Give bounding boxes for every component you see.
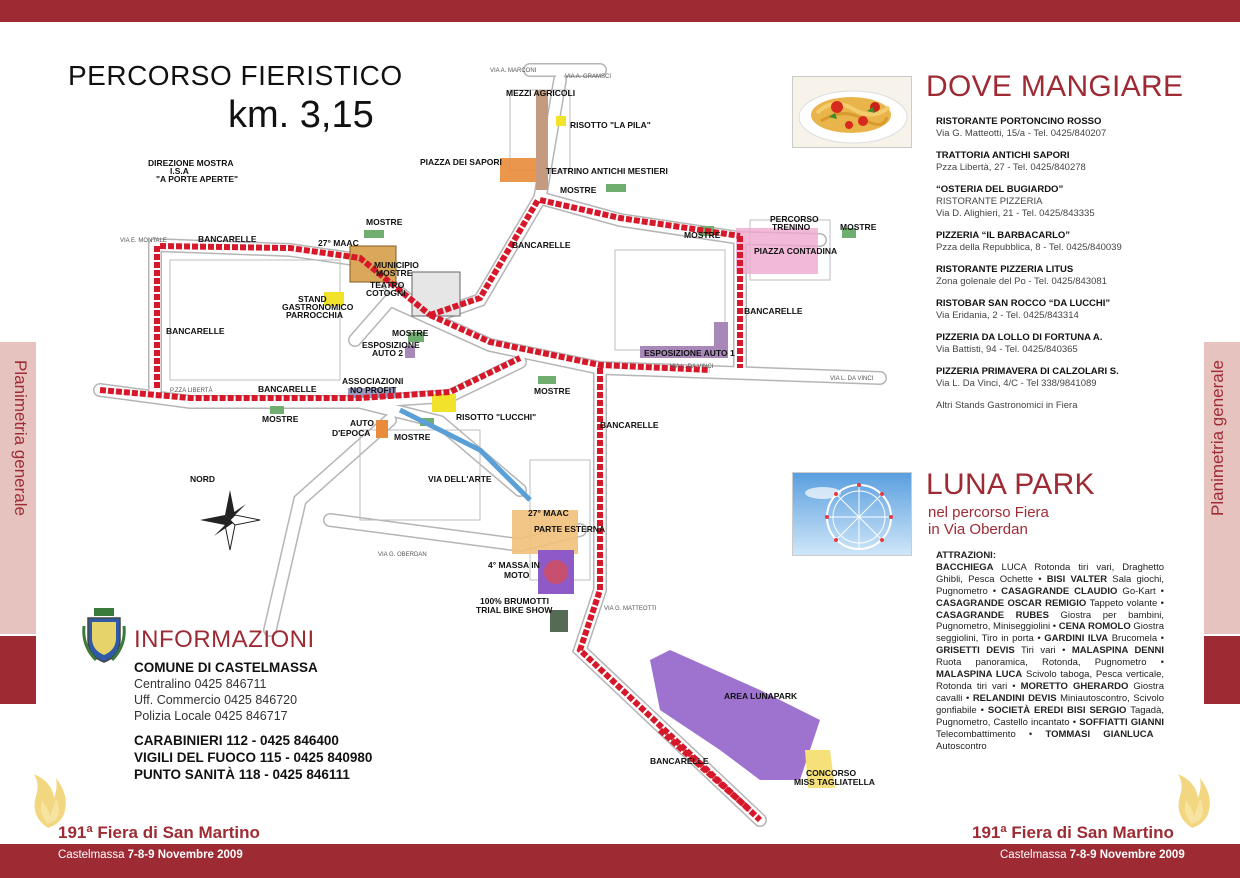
emergency-line: PUNTO SANITÀ 118 - 0425 846111 bbox=[134, 767, 350, 782]
fiera-dates-left bbox=[58, 849, 243, 861]
attraction-rides: Sala giochi, Pugnometro bbox=[936, 573, 1164, 597]
label-mostre-8: MOSTRE bbox=[534, 386, 571, 396]
attraction-rides: Tappeto volante bbox=[1086, 597, 1158, 609]
label-mostre-3: MOSTRE bbox=[684, 230, 721, 240]
attraction-separator: • bbox=[1007, 680, 1021, 692]
label-bancarelle-7: BANCARELLE bbox=[650, 756, 709, 766]
attraction-rides: Giostra seggiolini, Tiro in porta bbox=[936, 621, 1165, 645]
info-title: INFORMAZIONI bbox=[134, 626, 315, 653]
restaurant-item bbox=[936, 116, 1186, 140]
attraction-rides: Go-Kart bbox=[1117, 585, 1156, 597]
restaurant-name: “OSTERIA DEL BUGIARDO” bbox=[936, 184, 1064, 195]
label-esposizione-auto1: ESPOSIZIONE AUTO 1 bbox=[644, 348, 735, 358]
left-side-tab-lower bbox=[0, 636, 36, 704]
label-concorso-1: CONCORSO bbox=[806, 768, 857, 778]
street-oberdan: VIA G. OBERDAN bbox=[378, 552, 427, 558]
label-teatrino: TEATRINO ANTICHI MESTIERI bbox=[546, 166, 668, 176]
dove-mangiare-title: DOVE MANGIARE bbox=[926, 70, 1184, 103]
label-teatro-1: TEATRO bbox=[370, 280, 405, 290]
attraction-operator: CENA ROMOLO bbox=[1058, 621, 1131, 633]
piazza-sapori-area bbox=[500, 158, 540, 182]
label-municipio-2: MOSTRE bbox=[376, 268, 413, 278]
attraction-operator: CASAGRANDE RUBES bbox=[936, 609, 1049, 621]
right-side-tab-lower bbox=[1204, 636, 1240, 704]
info-comune: COMUNE DI CASTELMASSA bbox=[134, 660, 318, 675]
attraction-rides: Ruota panoramica, Rotonda, Pugnometro bbox=[936, 657, 1147, 669]
attraction-operator: TOMMASI GIANLUCA bbox=[1045, 728, 1154, 740]
flame-logo-icon bbox=[26, 770, 70, 830]
attraction-separator: • bbox=[976, 704, 988, 716]
label-brumotti-2: TRIAL BIKE SHOW bbox=[476, 605, 553, 615]
restaurant-address: Pzza Libertà, 27 - Tel. 0425/840278 bbox=[936, 162, 1086, 173]
label-risotto-pila: RISOTTO "LA PILA" bbox=[570, 120, 651, 130]
risotto-lucchi-area bbox=[432, 394, 456, 412]
label-teatro-2: COTOGNI bbox=[366, 288, 406, 298]
info-line: Polizia Locale 0425 846717 bbox=[134, 709, 288, 723]
emergency-block bbox=[134, 732, 372, 783]
risotto-pila-marker bbox=[556, 116, 566, 126]
label-piazza-contadina: PIAZZA CONTADINA bbox=[754, 246, 838, 256]
attraction-separator: • bbox=[1033, 573, 1047, 585]
auto-epoca-area bbox=[376, 420, 388, 438]
ferris-wheel-photo bbox=[792, 472, 912, 556]
brumotti-area bbox=[550, 610, 568, 632]
street-gramsci: VIA A. GRAMSCI bbox=[565, 74, 612, 80]
spaghetti-photo bbox=[792, 76, 912, 148]
fiera-date-range: 7-8-9 Novembre 2009 bbox=[124, 849, 243, 861]
attraction-separator: • bbox=[1055, 645, 1072, 657]
attraction-operator: CASAGRANDE OSCAR REMIGIO bbox=[936, 597, 1087, 609]
attraction-separator: • bbox=[1155, 585, 1165, 597]
emergency-line: CARABINIERI 112 - 0425 846400 bbox=[134, 733, 339, 748]
label-maac-2: 27° MAAC bbox=[528, 508, 569, 518]
compass-north-label: NORD bbox=[190, 474, 216, 484]
info-line: Uff. Commercio 0425 846720 bbox=[134, 693, 298, 707]
label-stand-2: GASTRONOMICO bbox=[282, 302, 354, 312]
label-auto-epoca-1: AUTO bbox=[350, 418, 374, 428]
label-auto-epoca-2: D'EPOCA bbox=[332, 428, 371, 438]
street-montale: VIA E. MONTALE bbox=[120, 238, 167, 244]
restaurant-item bbox=[936, 230, 1186, 254]
label-direzione-2: I.S.A bbox=[170, 166, 189, 176]
label-esposizione-auto2-1: ESPOSIZIONE bbox=[362, 340, 420, 350]
attraction-operator: GRISETTI DEVIS bbox=[936, 645, 1015, 657]
restaurant-item bbox=[936, 332, 1186, 356]
attraction-rides: Scivolo taboga, Pesca verticale, Rotonda tiri vari bbox=[936, 669, 1164, 692]
restaurant-address: Pzza della Repubblica, 8 - Tel. 0425/840039 bbox=[936, 242, 1122, 253]
label-maac-1: 27° MAAC bbox=[318, 238, 359, 248]
restaurant-name: RISTOBAR SAN ROCCO “DA LUCCHI” bbox=[936, 298, 1111, 309]
route-length: km. 3,15 bbox=[228, 94, 374, 136]
label-via-arte: VIA DELL'ARTE bbox=[428, 474, 492, 484]
label-mostre-5: MOSTRE bbox=[392, 328, 429, 338]
info-block bbox=[134, 660, 318, 724]
restaurant-address: Via Battisti, 94 - Tel. 0425/840365 bbox=[936, 344, 1078, 355]
label-concorso-2: MISS TAGLIATELLA bbox=[794, 777, 875, 787]
restaurant-address: Via D. Alighieri, 21 - Tel. 0425/843335 bbox=[936, 208, 1095, 219]
right-side-label: Planimetria generale bbox=[1207, 360, 1227, 516]
fiera-place: Castelmassa bbox=[58, 849, 125, 861]
attraction-rides: Miniautoscontro, Scivolo gonfiabile bbox=[936, 692, 1164, 716]
left-side-label: Planimetria generale bbox=[10, 360, 30, 516]
label-associazioni-1: ASSOCIAZIONI bbox=[342, 376, 404, 386]
attraction-rides: Brucomela bbox=[1108, 633, 1158, 645]
info-line: Centralino 0425 846711 bbox=[134, 677, 267, 691]
attraction-rides: LUCA Rotonda tiri vari, Draghetto Ghibli, Pesca Ochette bbox=[936, 561, 1164, 585]
attractions-body bbox=[936, 562, 1164, 752]
label-bancarelle-5: BANCARELLE bbox=[744, 306, 803, 316]
fiera-date-range: 7-8-9 Novembre 2009 bbox=[1066, 849, 1185, 861]
attraction-operator: RELANDINI DEVIS bbox=[972, 692, 1057, 704]
attraction-separator: • bbox=[987, 585, 1002, 597]
fiera-place: Castelmassa bbox=[1000, 849, 1067, 861]
attraction-operator: CASAGRANDE CLAUDIO bbox=[1001, 585, 1118, 597]
attraction-rides: Tagadà, Pugnometro, Castello incantato bbox=[936, 704, 1165, 728]
attraction-operator: SOCIETÀ EREDI BISI SERGIO bbox=[987, 704, 1127, 716]
street-davinci-2: VIA L. DA VINCI bbox=[830, 376, 874, 382]
label-bancarelle-3: BANCARELLE bbox=[258, 384, 317, 394]
attraction-operator: MALASPINA LUCA bbox=[936, 669, 1023, 681]
label-bancarelle-1: BANCARELLE bbox=[198, 234, 257, 244]
attraction-rides: Tiri vari bbox=[1014, 645, 1056, 657]
attraction-separator: • bbox=[1069, 716, 1080, 728]
restaurant-address: Via G. Matteotti, 15/a - Tel. 0425/840207 bbox=[936, 128, 1107, 139]
label-massa-moto-1: 4° MASSA IN bbox=[488, 560, 540, 570]
label-bancarelle-6: BANCARELLE bbox=[600, 420, 659, 430]
attraction-operator: BACCHIEGA bbox=[936, 561, 994, 573]
attraction-operator: SOFFIATTI GIANNI bbox=[1079, 716, 1164, 728]
attraction-rides: Giostra per bambini, Pugnometro, Miniseggiolini bbox=[936, 609, 1164, 633]
label-mostre-7: MOSTRE bbox=[394, 432, 431, 442]
fiera-title-left: 191ª Fiera di San Martino bbox=[58, 823, 260, 842]
label-mezzi-agricoli: MEZZI AGRICOLI bbox=[506, 88, 576, 98]
luna-park-subtitle bbox=[928, 504, 1049, 538]
restaurant-item bbox=[936, 298, 1186, 322]
attraction-rides: Telecombattimento bbox=[936, 728, 1016, 740]
label-parte-esterna: PARTE ESTERNA bbox=[534, 524, 606, 534]
restaurant-item bbox=[936, 184, 1186, 220]
restaurant-address: Via L. Da Vinci, 4/C - Tel 338/9841089 bbox=[936, 378, 1097, 389]
street-marconi: VIA A. MARCONI bbox=[490, 68, 537, 74]
flame-logo-icon bbox=[1170, 770, 1214, 830]
label-direzione-1: DIREZIONE MOSTRA bbox=[148, 158, 234, 168]
luna-park-subtitle-1: nel percorso Fiera bbox=[928, 504, 1049, 521]
label-associazioni-2: NO PROFIT bbox=[350, 385, 397, 395]
attractions-list bbox=[936, 550, 1164, 752]
attraction-operator: MORETTO GHERARDO bbox=[1020, 680, 1129, 692]
attraction-separator: • bbox=[1146, 657, 1165, 669]
compass-rose bbox=[200, 490, 260, 550]
emergency-line: VIGILI DEL FUOCO 115 - 0425 840980 bbox=[134, 750, 373, 765]
fiera-dates-right bbox=[1000, 849, 1185, 861]
label-percorso-trenino-1: PERCORSO bbox=[770, 214, 819, 224]
attraction-operator: GARDINI ILVA bbox=[1044, 633, 1109, 645]
fiera-title-right: 191ª Fiera di San Martino bbox=[972, 823, 1174, 842]
label-mostre-1: MOSTRE bbox=[366, 217, 403, 227]
label-mostre-2: MOSTRE bbox=[560, 185, 597, 195]
street-matteotti: VIA G. MATTEOTTI bbox=[604, 606, 657, 612]
luna-park-title: LUNA PARK bbox=[926, 468, 1095, 501]
top-band bbox=[0, 0, 1240, 22]
restaurant-item bbox=[936, 264, 1186, 288]
restaurant-name: PIZZERIA PRIMAVERA DI CALZOLARI S. bbox=[936, 366, 1119, 377]
label-risotto-lucchi: RISOTTO "LUCCHI" bbox=[456, 412, 537, 422]
restaurant-extra: RISTORANTE PIZZERIA bbox=[936, 196, 1043, 207]
restaurant-address: Via Eridania, 2 - Tel. 0425/843314 bbox=[936, 310, 1079, 321]
label-stand-1: STAND bbox=[298, 294, 327, 304]
attraction-operator: BISI VALTER bbox=[1046, 573, 1108, 585]
restaurant-note: Altri Stands Gastronomici in Fiera bbox=[936, 400, 1078, 411]
attraction-operator: MALASPINA DENNI bbox=[1071, 645, 1164, 657]
attraction-separator: • bbox=[1015, 728, 1046, 740]
label-area-lunapark: AREA LUNAPARK bbox=[724, 691, 798, 701]
restaurant-item bbox=[936, 150, 1186, 174]
attraction-separator: • bbox=[1157, 633, 1164, 645]
attraction-separator: • bbox=[1050, 621, 1059, 633]
restaurant-list bbox=[936, 116, 1186, 422]
label-bancarelle-2: BANCARELLE bbox=[166, 326, 225, 336]
restaurant-name: RISTORANTE PIZZERIA LITUS bbox=[936, 264, 1074, 275]
label-mostre-6: MOSTRE bbox=[262, 414, 299, 424]
restaurant-name: PIZZERIA DA LOLLO DI FORTUNA A. bbox=[936, 332, 1103, 343]
label-bancarelle-4: BANCARELLE bbox=[512, 240, 571, 250]
label-piazza-sapori: PIAZZA DEI SAPORI bbox=[420, 157, 502, 167]
municipio-building bbox=[412, 272, 460, 316]
label-mostre-4: MOSTRE bbox=[840, 222, 877, 232]
street-liberta: P.ZZA LIBERTÀ bbox=[170, 388, 213, 394]
label-percorso-trenino-2: TRENINO bbox=[772, 222, 811, 232]
restaurant-item bbox=[936, 366, 1186, 390]
attraction-rides: Autoscontro bbox=[936, 740, 987, 752]
label-massa-moto-2: MOTO bbox=[504, 570, 530, 580]
restaurant-address: Zona golenale del Po - Tel. 0425/843081 bbox=[936, 276, 1107, 287]
restaurant-name: RISTORANTE PORTONCINO ROSSO bbox=[936, 116, 1102, 127]
luna-park-subtitle-2: in Via Oberdan bbox=[928, 521, 1028, 538]
label-esposizione-auto2-2: AUTO 2 bbox=[372, 348, 404, 358]
route-title: PERCORSO FIERISTICO bbox=[68, 60, 403, 91]
attraction-separator: • bbox=[1033, 633, 1045, 645]
street-davinci-1: VIA L. DA VINCI bbox=[670, 364, 714, 370]
attraction-rides: Giostra cavalli bbox=[936, 680, 1164, 704]
label-municipio-1: MUNICIPIO bbox=[374, 260, 419, 270]
label-brumotti-1: 100% BRUMOTTI bbox=[480, 596, 549, 606]
label-stand-3: PARROCCHIA bbox=[286, 310, 343, 320]
label-direzione-3: "A PORTE APERTE" bbox=[156, 174, 239, 184]
restaurant-name: PIZZERIA “IL BARBACARLO” bbox=[936, 230, 1071, 241]
attraction-separator: • bbox=[962, 692, 973, 704]
restaurant-name: TRATTORIA ANTICHI SAPORI bbox=[936, 150, 1070, 161]
town-crest-icon bbox=[82, 606, 126, 664]
attractions-title: ATTRAZIONI: bbox=[936, 550, 996, 561]
attraction-separator: • bbox=[1157, 597, 1164, 609]
